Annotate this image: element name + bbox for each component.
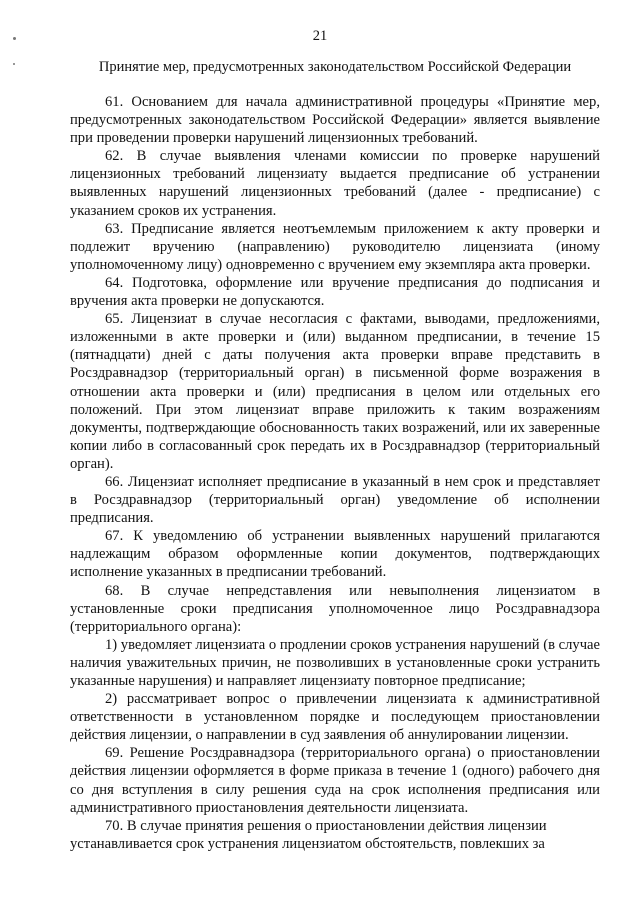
document-body xyxy=(70,93,600,853)
paragraph-63: 63. Предписание является неотъемлемым приложением к акту проверки и подлежит вручению (направлению) руководителю лицензиата (иному уполномоченному лицу) одновременно с вручением ему экземпляра акта проверки. xyxy=(70,220,600,273)
paragraph-69: 69. Решение Росздравнадзора (территориального органа) о приостановлении действия лицензии оформляется в форме приказа в течение 1 (одного) рабочего дня со дня вступления в силу решения суда на срок исполнения предписания или административного приостановления деятельности лицензиата. xyxy=(70,745,600,816)
paragraph-67: 67. К уведомлению об устранении выявленных нарушений прилагаются надлежащим образом оформленные копии документов, подтверждающих исполнение указанных в предписании требований. xyxy=(70,528,600,581)
scan-speck xyxy=(13,63,15,65)
paragraph-68-item-2: 2) рассматривает вопрос о привлечении лицензиата к административной ответственности в установленном порядке и последующем приостановлении действия лицензии, о направлении в суд заявления об аннулировании лицензии. xyxy=(70,691,600,744)
page-number: 21 xyxy=(312,28,328,44)
paragraph-68: 68. В случае непредставления или невыполнения лицензиатом в установленные сроки предписания уполномоченное лицо Росздравнадзора (территориального органа): xyxy=(70,582,600,635)
section-heading: Принятие мер, предусмотренных законодательством Российской Федерации xyxy=(98,59,572,75)
paragraph-62: 62. В случае выявления членами комиссии по проверке нарушений лицензионных требований лицензиату выдается предписание об устранении выявленных нарушений лицензионных требований (далее - предписание) с указанием сроков их устранения. xyxy=(70,148,600,219)
paragraph-64: 64. Подготовка, оформление или вручение предписания до подписания и вручения акта проверки не допускаются. xyxy=(70,274,600,310)
paragraph-65: 65. Лицензиат в случае несогласия с фактами, выводами, предложениями, изложенными в акте проверки и (или) выданном предписании, в течение 15 (пятнадцати) дней с даты получения акта проверки вправе представить в Росздравнадзор (территориальный орган) в письменной форме возражения в отношении акта проверки и (или) предписания в целом или отдельных его положений. При этом лицензиат вправе приложить к таким возражениям документы, подтверждающие обоснованность таких возражений, или их заверенные копии либо в согласованный срок передать их в Росздравнадзор (территориальный орган). xyxy=(70,311,600,472)
paragraph-70-line-2: устанавливается срок устранения лицензиатом обстоятельств, повлекших за xyxy=(70,835,545,852)
paragraph-68-item-1: 1) уведомляет лицензиата о продлении сроков устранения нарушений (в случае наличия уважительных причин, не позволивших в установленные сроки устранить указанные нарушения) и направляет лицензиату повторное предписание; xyxy=(70,636,600,689)
paragraph-61: 61. Основанием для начала административной процедуры «Принятие мер, предусмотренных законодательством Российской Федерации» является выявление при проведении проверки нарушений лицензионных требований. xyxy=(70,94,600,147)
paragraph-66: 66. Лицензиат исполняет предписание в указанный в нем срок и представляет в Росздравнадзор (территориальный орган) уведомление об исполнении предписания. xyxy=(70,473,600,527)
paragraph-70-line-1: 70. В случае принятия решения о приостановлении действия лицензии xyxy=(105,817,547,834)
